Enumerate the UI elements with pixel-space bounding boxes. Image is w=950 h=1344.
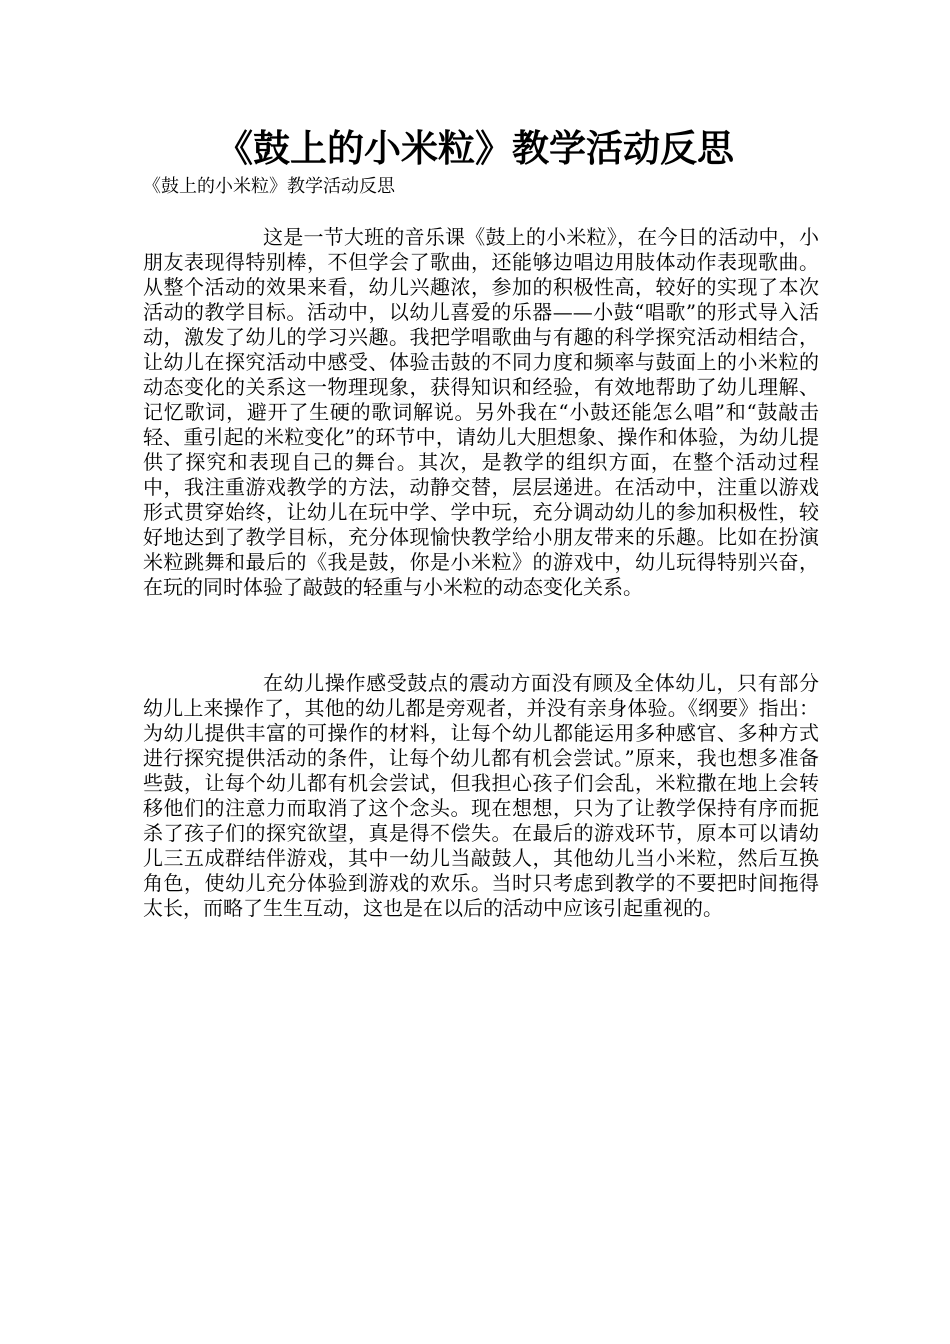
page-title: 《鼓上的小米粒》教学活动反思 (216, 127, 734, 170)
body-paragraph-1: 这是一节大班的音乐课《鼓上的小米粒》，在今日的活动中，小朋友表现得特别棒，不但学会了歌曲，还能够边唱边用肢体动作表现歌曲。从整个活动的效果来看，幼儿兴趣浓，参加的积极性高，较好的实现了本次活动的教学目标。活动中，以幼儿喜爱的乐器——小鼓“唱歌”的形式导入活动，激发了幼儿的学习兴趣。我把学唱歌曲与有趣的科学探究活动相结合，让幼儿在探究活动中感受、体验击鼓的不同力度和频率与鼓面上的小米粒的动态变化的关系这一物理现象，获得知识和经验，有效地帮助了幼儿理解、记忆歌词，避开了生硬的歌词解说。另外我在“小鼓还能怎么唱”和“鼓敲击轻、重引起的米粒变化”的环节中，请幼儿大胆想象、操作和体验，为幼儿提供了探究和表现自己的舞台。其次，是教学的组织方面，在整个活动过程中，我注重游戏教学的方法，动静交替，层层递进。在活动中，注重以游戏形式贯穿始终，让幼儿在玩中学、学中玩，充分调动幼儿的参加积极性，较好地达到了教学目标，充分体现愉快教学给小朋友带来的乐趣。比如在扮演米粒跳舞和最后的《我是鼓，你是小米粒》的游戏中，幼儿玩得特别兴奋，在玩的同时体验了敲鼓的轻重与小米粒的动态变化关系。 (143, 225, 819, 599)
body-paragraph-2: 在幼儿操作感受鼓点的震动方面没有顾及全体幼儿，只有部分幼儿上来操作了，其他的幼儿都是旁观者，并没有亲身体验。《纲要》指出：为幼儿提供丰富的可操作的材料，让每个幼儿都能运用多种感官、多种方式进行探究提供活动的条件，让每个幼儿都有机会尝试。”原来，我也想多准备些鼓，让每个幼儿都有机会尝试，但我担心孩子们会乱，米粒撒在地上会转移他们的注意力而取消了这个念头。现在想想，只为了让教学保持有序而扼杀了孩子们的探究欲望，真是得不偿失。在最后的游戏环节，原本可以请幼儿三五成群结伴游戏，其中一幼儿当敲鼓人，其他幼儿当小米粒，然后互换角色，使幼儿充分体验到游戏的欢乐。当时只考虑到教学的不要把时间拖得太长，而略了生生互动，这也是在以后的活动中应该引起重视的。 (143, 671, 819, 920)
document-subtitle: 《鼓上的小米粒》教学活动反思 (143, 176, 395, 197)
